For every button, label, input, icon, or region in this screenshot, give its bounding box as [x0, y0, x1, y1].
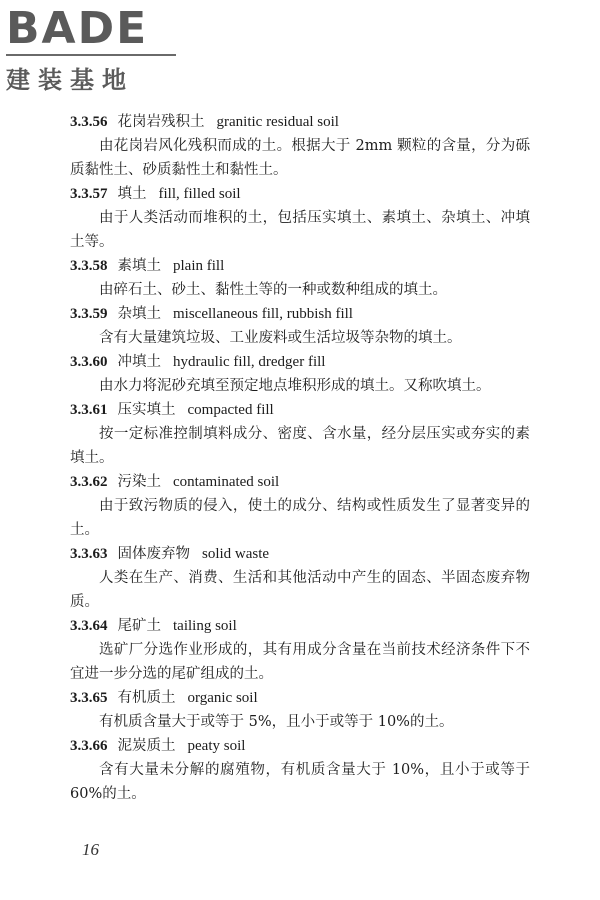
entry-heading [70, 470, 530, 494]
term-chinese: 花岗岩残积土 [117, 114, 205, 130]
term-chinese: 污染土 [117, 474, 161, 490]
logo-subtitle: 建装基地 [6, 66, 134, 94]
entry-definition: 由于人类活动而堆积的土，包括压实填土、素填土、杂填土、冲填土等。 [70, 210, 530, 250]
entry-definition: 由水力将泥砂充填至预定地点堆积形成的填土。又称吹填土。 [99, 378, 491, 394]
entry-number: 3.3.64 [70, 618, 108, 634]
term-chinese: 泥炭质土 [117, 738, 176, 754]
term-chinese: 固体废弃物 [117, 546, 190, 562]
glossary-entry [70, 614, 530, 686]
entry-number: 3.3.57 [70, 186, 108, 202]
glossary-entry [70, 182, 530, 254]
glossary-entry [70, 686, 530, 734]
term-chinese: 有机质土 [117, 690, 176, 706]
glossary-entry [70, 110, 530, 182]
entry-definition: 含有大量建筑垃圾、工业废料或生活垃圾等杂物的填土。 [99, 330, 462, 346]
entry-heading [70, 110, 530, 134]
entry-definition: 选矿厂分选作业形成的，其有用成分含量在当前技术经济条件下不宜进一步分选的尾矿组成的土。 [70, 642, 530, 682]
entry-number: 3.3.60 [70, 354, 108, 370]
logo [6, 3, 186, 95]
term-english: plain fill [173, 258, 225, 274]
glossary-entry [70, 470, 530, 542]
entry-heading [70, 182, 530, 206]
term-english: granitic residual soil [216, 114, 339, 130]
entry-heading [70, 686, 530, 710]
glossary-entry [70, 398, 530, 470]
term-chinese: 填土 [117, 186, 147, 202]
entry-definition: 由花岗岩风化残积而成的土。根据大于 2mm 颗粒的含量，分为砾质黏性土、砂质黏性土和黏性土。 [70, 138, 530, 178]
term-english: compacted fill [187, 402, 274, 418]
glossary-entry [70, 734, 530, 806]
term-english: hydraulic fill, dredger fill [173, 354, 326, 370]
term-chinese: 压实填土 [117, 402, 176, 418]
term-english: miscellaneous fill, rubbish fill [173, 306, 353, 322]
term-english: tailing soil [173, 618, 237, 634]
glossary-entry [70, 350, 530, 398]
term-english: contaminated soil [173, 474, 280, 490]
term-english: peaty soil [187, 738, 246, 754]
entry-number: 3.3.61 [70, 402, 108, 418]
entry-number: 3.3.66 [70, 738, 108, 754]
entry-definition: 有机质含量大于或等于 5%，且小于或等于 10%的土。 [99, 714, 454, 730]
entry-definition: 由于致污物质的侵入，使土的成分、结构或性质发生了显著变异的土。 [70, 498, 530, 538]
entry-heading [70, 542, 530, 566]
term-english: organic soil [187, 690, 258, 706]
entry-definition: 人类在生产、消费、生活和其他活动中产生的固态、半固态废弃物质。 [70, 570, 530, 610]
entry-heading [70, 398, 530, 422]
entry-heading [70, 350, 530, 374]
entry-number: 3.3.58 [70, 258, 108, 274]
glossary-entry [70, 302, 530, 350]
glossary-entry [70, 542, 530, 614]
term-chinese: 冲填土 [117, 354, 161, 370]
glossary-entry [70, 254, 530, 302]
term-chinese: 素填土 [117, 258, 161, 274]
entry-definition: 按一定标准控制填料成分、密度、含水量，经分层压实或夯实的素填土。 [70, 426, 530, 466]
entry-heading [70, 302, 530, 326]
entry-heading [70, 614, 530, 638]
entry-number: 3.3.59 [70, 306, 108, 322]
term-chinese: 杂填土 [117, 306, 161, 322]
entry-heading [70, 254, 530, 278]
entry-definition: 由碎石土、砂土、黏性土等的一种或数种组成的填土。 [99, 282, 447, 298]
entry-number: 3.3.62 [70, 474, 108, 490]
entry-number: 3.3.56 [70, 114, 108, 130]
logo-rule [6, 54, 176, 56]
page-number: 16 [82, 840, 99, 859]
entry-number: 3.3.65 [70, 690, 108, 706]
entry-number: 3.3.63 [70, 546, 108, 562]
term-chinese: 尾矿土 [117, 618, 161, 634]
entry-definition: 含有大量未分解的腐殖物，有机质含量大于 10%，且小于或等于 60%的土。 [70, 762, 530, 802]
term-english: solid waste [202, 546, 270, 562]
term-english: fill, filled soil [158, 186, 241, 202]
glossary-content [70, 110, 530, 806]
entry-heading [70, 734, 530, 758]
logo-wordmark: BADE [6, 3, 149, 54]
